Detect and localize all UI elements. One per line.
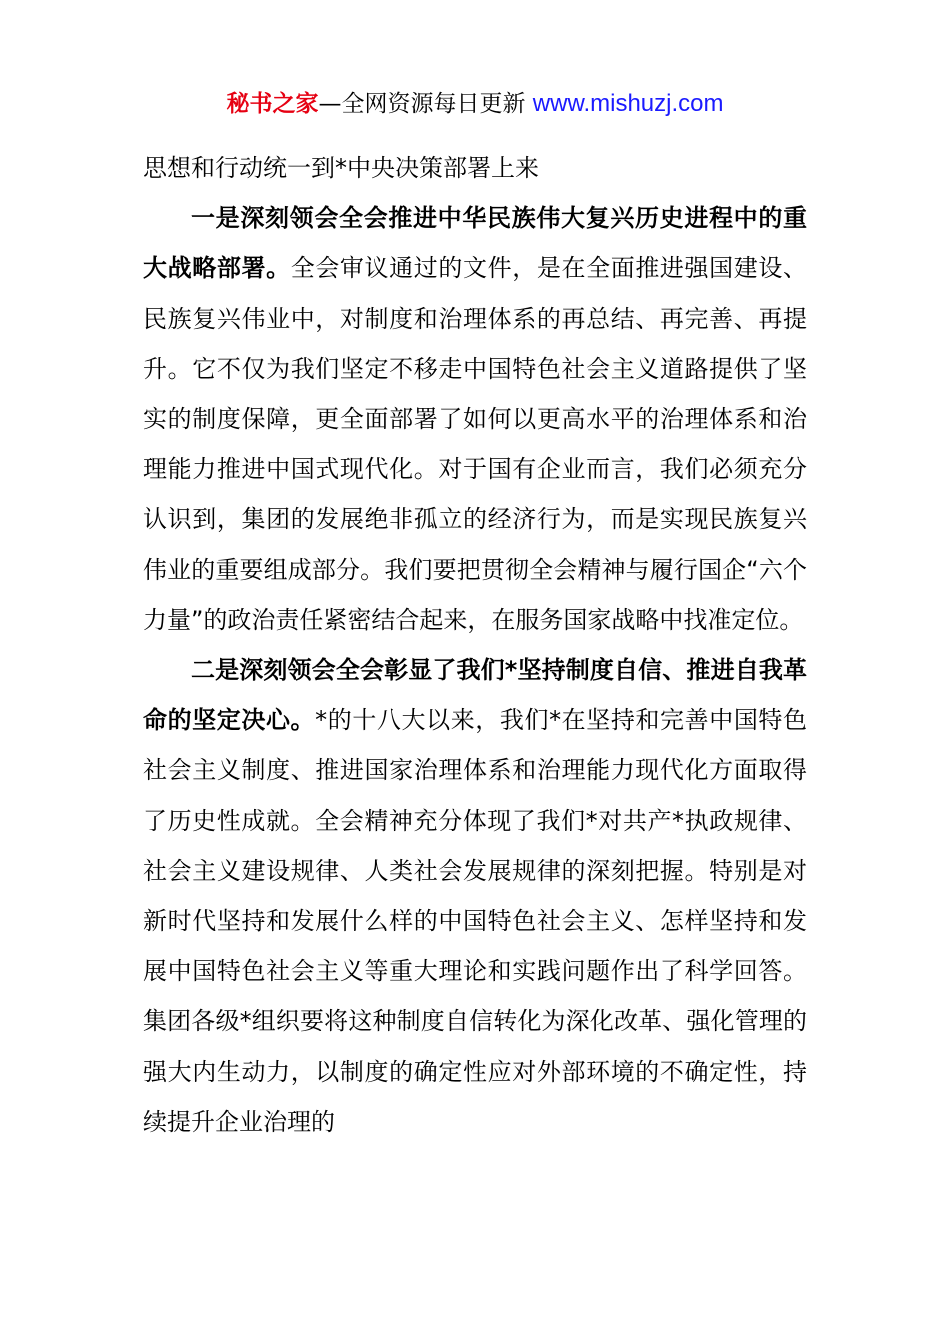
document-body (143, 143, 807, 1147)
paragraph-1-body: 全会审议通过的文件，是在全面推进强国建设、民族复兴伟业中，对制度和治理体系的再总结、再完善、再提升。它不仅为我们坚定不移走中国特色社会主义道路提供了坚实的制度保障，更全面部署了如何以更高水平的治理体系和治理能力推进中国式现代化。对于国有企业而言，我们必须充分认识到，集团的发展绝非孤立的经济行为，而是实现民族复兴伟业的重要组成部分。我们要把贯彻全会精神与履行国企“六个力量”的政治责任紧密结合起来，在服务国家战略中找准定位。 (143, 254, 808, 634)
paragraph-2-body: *的十八大以来，我们*在坚持和完善中国特色社会主义制度、推进国家治理体系和治理能力现代化方面取得了历史性成就。全会精神充分体现了我们*对共产*执政规律、社会主义建设规律、人类社会发展规律的深刻把握。特别是对新时代坚持和发展什么样的中国特色社会主义、怎样坚持和发展中国特色社会主义等重大理论和实践问题作出了科学回答。集团各级*组织要将这种制度自信转化为深化改革、强化管理的强大内生动力，以制度的确定性应对外部环境的不确定性，持续提升企业治理的 (143, 706, 808, 1136)
site-header (0, 86, 950, 122)
paragraph-1 (143, 193, 807, 645)
paragraph-1-lead: 一是深刻领会全会推进中华民族伟大复兴历史进程中的重大战略部署。 (143, 204, 807, 283)
continued-line: 思想和行动统一到*中央决策部署上来 (143, 154, 539, 182)
paragraph-2-lead: 二是深刻领会全会彰显了我们*坚持制度自信、推进自我革命的坚定决心。 (143, 656, 807, 735)
site-brand: 秘书之家 (226, 91, 319, 117)
site-url-link[interactable]: www.mishuzj.com (532, 90, 724, 117)
paragraph-2 (143, 645, 807, 1147)
site-tagline: —全网资源每日更新 (318, 91, 533, 117)
